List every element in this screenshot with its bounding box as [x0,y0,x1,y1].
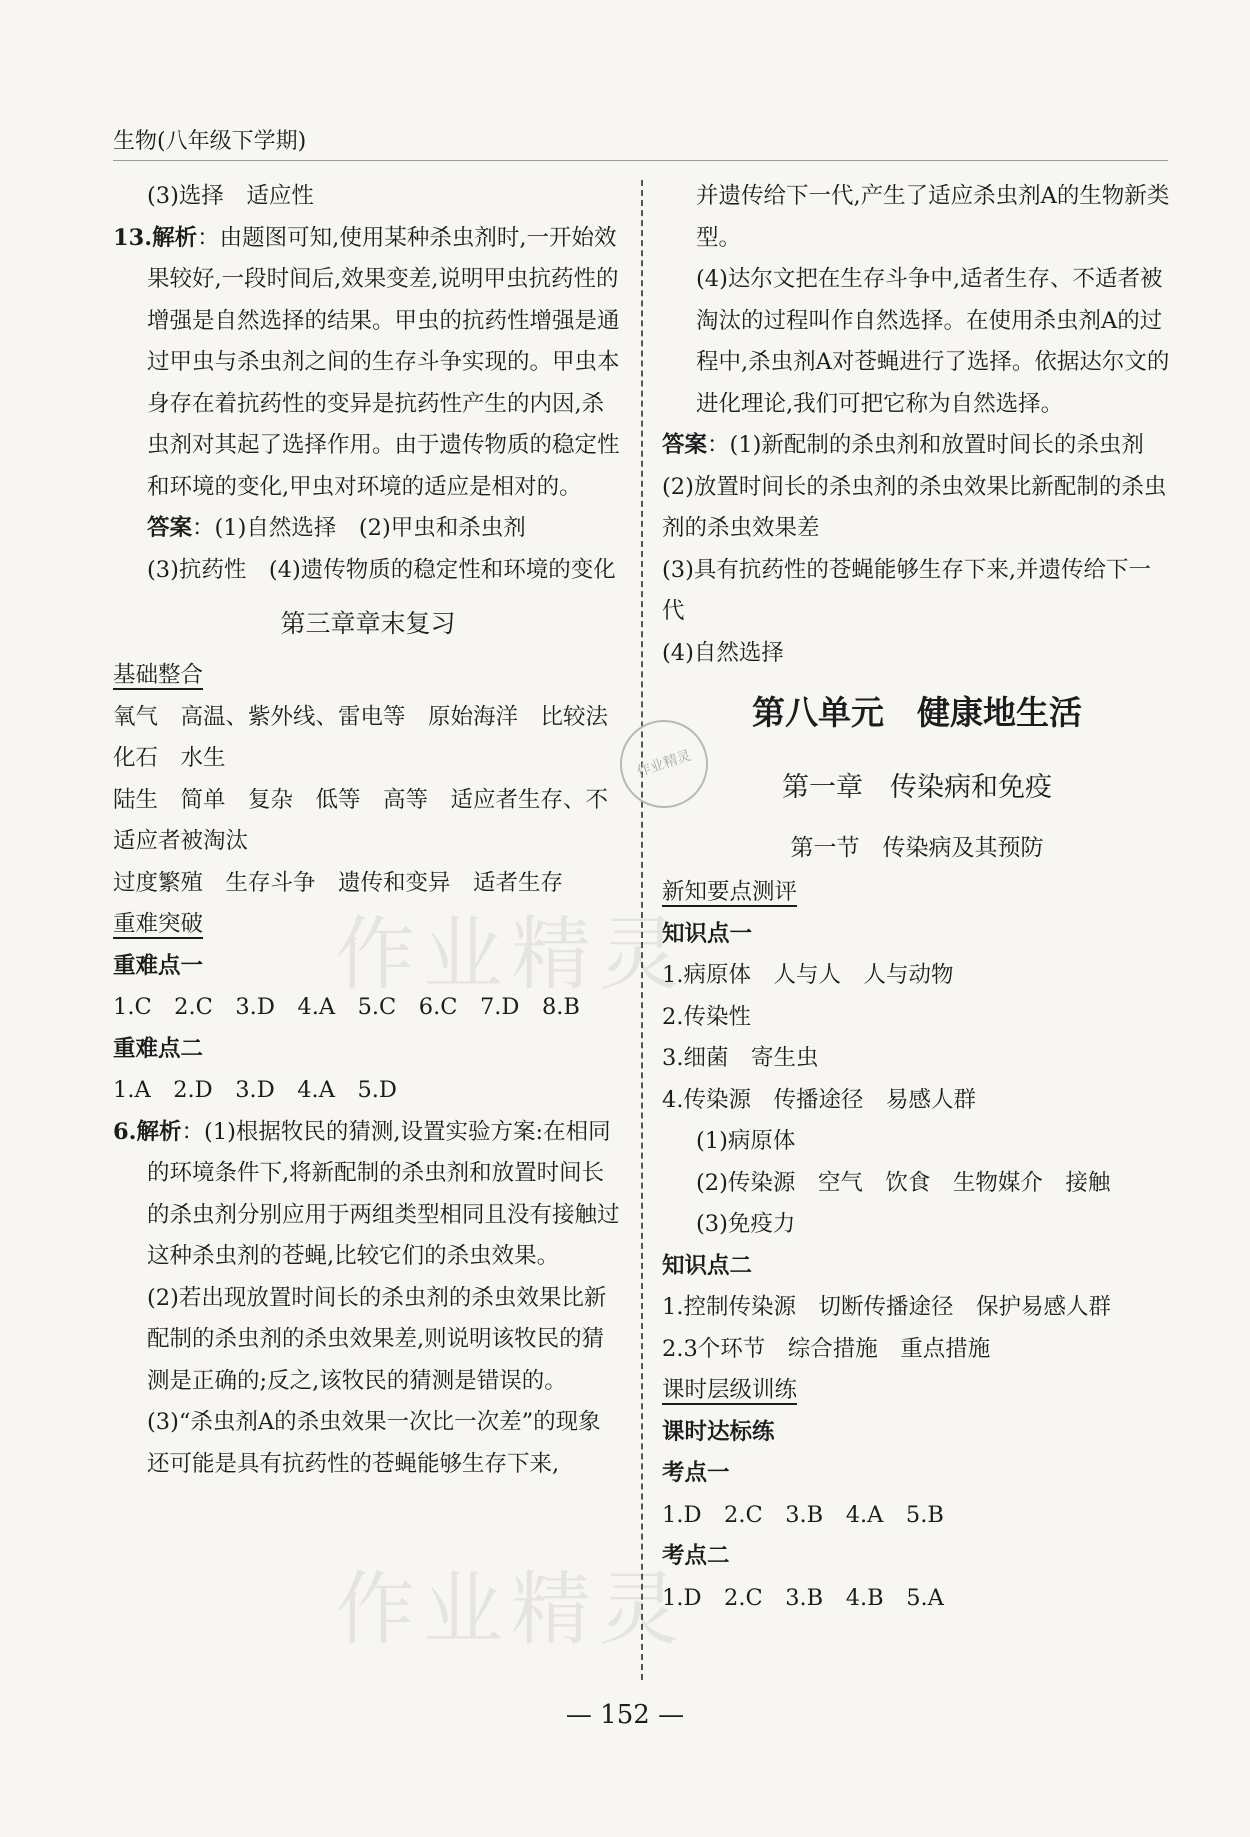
answer-text: ：(1)新配制的杀虫剂和放置时间长的杀虫剂 [707,432,1144,458]
left-column [113,176,631,1485]
section-title: 第一节 传染病及其预防 [790,835,1044,861]
kp2-item1: 1.控制传染源 切断传播途径 保护易感人群 [662,1294,1111,1320]
exam-point1-answers: 1.D 2.C 3.B 4.A 5.B [662,1501,944,1528]
q13-analysis [113,218,623,509]
chapter-review-title: 第三章章末复习 [280,609,456,638]
q13-tag: 解析 [152,224,198,251]
answer-text: ：(1)自然选择 (2)甲虫和杀虫剂 [192,515,526,541]
basic-answers-3: 过度繁殖 生存斗争 遗传和变异 适者生存 [113,869,564,896]
page-number: — 152 — [565,1700,685,1730]
q6-answer-2: (2)放置时间长的杀虫剂的杀虫效果比新配制的杀虫剂的杀虫效果差 [662,473,1167,541]
training-title: 课时层级训练 [662,1377,798,1403]
kp1-item4c: (3)免疫力 [696,1211,796,1237]
q6-answer-3: (3)具有抗药性的苍蝇能够生存下来,并遗传给下一代 [662,556,1152,624]
q6-text: ：(1)根据牧民的猜测,设置实验方案:在相同的环境条件下,将新配制的杀虫剂和放置时间长的杀虫剂分别应用于两组类型相同且没有接触过这种杀虫剂的苍蝇,比较它们的杀虫效果。 [147,1118,620,1269]
hard2-title: 重难点二 [113,1035,204,1062]
q13-answer-line2: (3)抗药性 (4)遗传物质的稳定性和环境的变化 [147,556,616,583]
continued-paragraph: 并遗传给下一代,产生了适应杀虫剂A的生物新类型。 [696,183,1170,251]
kp2-title: 知识点二 [662,1252,753,1279]
kp1-item4b: (2)传染源 空气 饮食 生物媒介 接触 [696,1169,1111,1196]
hard1-title: 重难点一 [113,952,204,979]
q6-tag: 解析 [136,1118,182,1145]
header-rule [113,160,1168,161]
kp1-title: 知识点一 [662,920,753,947]
q6-part2: (2)若出现放置时间长的杀虫剂的杀虫效果比新配制的杀虫剂的杀虫效果差,则说明该牧民的猜测是正确的;反之,该牧民的猜测是错误的。 [147,1284,607,1394]
new-knowledge-title: 新知要点测评 [662,879,798,905]
basic-answers-1: 氧气 高温、紫外线、雷电等 原始海洋 比较法 化石 水生 [113,703,631,771]
chapter-title: 第一章 传染病和免疫 [782,772,1052,803]
q6-analysis [113,1112,623,1278]
exam-point2-answers: 1.D 2.C 3.B 4.B 5.A [662,1584,944,1611]
exam-point1-title: 考点一 [662,1460,730,1486]
q6-number: 6. [113,1118,137,1145]
basic-answers-2: 陆生 简单 复杂 低等 高等 适应者生存、不适应者被淘汰 [113,786,609,854]
q6-answer-1 [662,425,1172,467]
basic-section-title: 基础整合 [113,662,204,688]
kp1-item2: 2.传染性 [662,1003,751,1030]
kp1-item3: 3.细菌 寄生虫 [662,1045,819,1071]
q13-number: 13. [113,224,153,251]
right-column [662,176,1172,1619]
hard2-answers: 1.A 2.D 3.D 4.A 5.D [113,1077,397,1103]
q6-part4: (4)达尔文把在生存斗争中,适者生存、不适者被淘汰的过程叫作自然选择。在使用杀虫剂A的过程中,杀虫剂A对苍蝇进行了选择。依据达尔文的进化理论,我们可把它称为自然选择。 [696,266,1170,417]
unit-title: 第八单元 健康地生活 [752,693,1082,732]
stamp-text: 作业精灵 [634,747,694,781]
answer-tag: 答案 [662,432,708,458]
answer-line: (3)选择 适应性 [147,183,314,209]
kp1-item1: 1.病原体 人与人 人与动物 [662,962,954,988]
kp1-item4a: (1)病原体 [696,1128,796,1154]
standard-practice-title: 课时达标练 [662,1418,775,1445]
exam-point2-title: 考点二 [662,1543,730,1569]
q13-answer-line1 [113,508,623,550]
q13-text: ：由题图可知,使用某种杀虫剂时,一开始效果较好,一段时间后,效果变差,说明甲虫抗药性的增强是自然选择的结果。甲虫的抗药性增强是通过甲虫与杀虫剂之间的生存斗争实现的。甲虫本身存在着抗药性的变异是抗药性产生的内因,杀虫剂对其起了选择作用。由于遗传物质的稳定性和环境的变化,甲虫对环境的适应是相对的。 [147,224,620,500]
kp1-item4: 4.传染源 传播途径 易感人群 [662,1086,976,1113]
q6-part3: (3)“杀虫剂A的杀虫效果一次比一次差”的现象还可能是具有抗药性的苍蝇能够生存下来, [147,1409,601,1477]
answer-tag: 答案 [147,515,193,541]
watermark-2: 作业精灵 [335,1563,687,1656]
watermark-1: 作业精灵 [335,908,687,1001]
hard1-answers: 1.C 2.C 3.D 4.A 5.C 6.C 7.D 8.B [113,994,580,1020]
hard-section-title: 重难突破 [113,911,204,937]
kp2-item2: 2.3个环节 综合措施 重点措施 [662,1335,991,1362]
q6-answer-4: (4)自然选择 [662,639,784,666]
running-header: 生物(八年级下学期) [113,129,307,154]
